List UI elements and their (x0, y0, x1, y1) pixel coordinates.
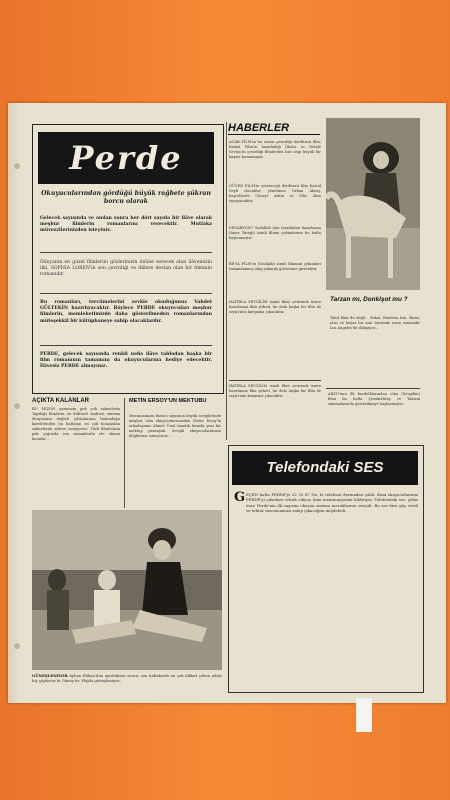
gunes-caption (32, 673, 222, 684)
acikta-title: AÇIKTA KALANLAR (32, 398, 89, 404)
news-item: BE-YA FİLM'in (Ondalık) isimli filminin çekimleri tamamlanmış olup yakında gösterime girecektir. (229, 262, 321, 272)
divider (229, 380, 321, 381)
tarzan-caption-text: Tahil filmi de değil... Fakat, filmlerin biri. Birisi, atıcı ve beyaz bir atın üzerinde uzun zamandır Los Angeles'de dolaşıyor... (330, 316, 420, 331)
gunes-text: Ayhan Ebkan'dan ayrıldıktan sonra, son haftalarda en çok dikkat çeken yıldız hiç şüphesiz ki Güneş'tir. Plajda güneşleniyor... (32, 673, 222, 684)
news-item: SENARYOSU Sadullah Şen tarafından hazırlanan (Anne Yüreği) isimli filmin çekimlerine bu hafta başlanmıştır. (229, 226, 321, 241)
gunes-label: GÜNEŞLENİYOR (32, 673, 68, 678)
column-rule (124, 398, 125, 508)
announcement-paragraph-3: Bu romanları, tercümelerini zevkle okuduğunuz Vahdet GÜLTEKİN hazırlıyacaktır. Böylece PERDE okuyucuları meşhur filmlerin, memleketimizde daha gösterilmeden romanlarından müteşekkil bir kütüphaneye sahip olacaklardır. (40, 300, 212, 324)
divider (326, 388, 420, 389)
beach-photo (32, 510, 222, 670)
arzu-news: ARZU'nun ilk kordelâlarından olan (Sevgilim) filmi bu hafta Çemberlitaş ve Taksim sinemalarında gösterilmeye başlanmıştır... (328, 392, 420, 407)
news-item: HATIRLA SEVGİLİM isimli filmi çevirmek üzere hazırlanan film şirketi, bu defa başka bir film ile seyircinin karşısına çıkacaktır. (229, 300, 321, 315)
news-item: HATIRLA SEVGİLİM isimli filmi çevirmek üzere hazırlanan film şirketi, bu defa başka bir film ile seyircinin karşısına çıkacaktır. (229, 384, 321, 398)
tarzan-caption-title: Tarzan mı, Donkişot mu ? (330, 296, 408, 303)
news-item: GÜVEN FİLM'in çevireceği dördüncü film Kartal Seyfi olacaktır; yönetmen Orhan Aksoy, başrollerde Cüneyt Arkın ve Filiz Akın oynayacaktır. (229, 184, 321, 204)
binding-hole (14, 643, 20, 649)
perde-logo: Perde (38, 132, 214, 184)
metin-title: METİN ERSOY'UN MEKTUBU (129, 398, 207, 404)
metin-text: Mecmuamızın birinci sayısının büyük sevgilerinde meşhur olan okuyucularımızdan Metin Ersoy'la arkadaşımız Ahmet Ünal tanıdık larında yeni bir mektup yazmıştık. Sevgili okuyucularımızın bilgilerine sunuyoruz... (129, 414, 221, 439)
binding-hole (14, 403, 20, 409)
divider (40, 252, 212, 253)
drop-cap: G (234, 490, 246, 505)
perde-subtitle: Okuyucularından gördüğü büyük rağbete şükran borcu olarak (41, 190, 211, 205)
announcement-paragraph-2: Dünyanın en güzel filmlerini gözlerinizin önüne serecek olan ilâvemizin ilki, SOPHIA LOREN'in son çevirdiği ve dillere destan olan bir filminin romanıdır. (40, 260, 212, 278)
column-rule (226, 122, 227, 440)
telefon-text: EÇEN hafta PERDE'yi 22 35 87 No. lu telefonu durmadan çaldı. Kimi okuyucularımız PERDE'yi çıkarken tebrik ediyor, kimi memnuniyetini bildiriyor. Telefondaki ses, yıllar önce Perde'nin ilk sayısını okuyan sinema meraklısının sesiydi. Bu ses bize güç verdi ve tekrar mecmuamıza sahip çıkacağını müjdeledi... (246, 492, 418, 514)
acikta-text: BU SEZON yazımızın pek çok sahnelerin Taptlağı filmlerin en kültürel Andreot sinema dünyasının değerli yıldızlarının bulunduğu karelerinden bu haftanın en çok konuşulan sahnelerini sizlere sunuyoruz. Türk filmlerinin pek çoğunda son zamanlarda ele alınan konular... (32, 407, 120, 442)
announcement-paragraph-4: PERDE, gelecek sayısında renkli nefis ilâve tablodan başka bir film romanının tamamını da okuyucularına hediye edecektir. İlâvesiz PERDE almayınız. (40, 352, 212, 370)
haberler-title: HABERLER (228, 122, 320, 135)
tape-strip (356, 698, 372, 732)
rider-photo (326, 118, 420, 290)
divider (40, 293, 212, 294)
telefon-banner: Telefondaki SES (232, 451, 418, 485)
announcement-paragraph-1: Gelecek sayısında ve ondan sonra her dört sayıda bir ilâve olarak meşhur filmlerin romanlarını verecektir. Mutlaka müvezzilerinizden isteyiniz. (40, 216, 212, 234)
news-item: ACAR FİLM'in bu sezon çevirdiği dördüncü film; Kemal Film'in hazırladığı Öksüz ve Nebile Sevinç'in çevirdiği filmlerden biri olup büyük bir başarı kazanmıştır. (229, 140, 321, 160)
binding-hole (14, 163, 20, 169)
divider (40, 345, 212, 346)
